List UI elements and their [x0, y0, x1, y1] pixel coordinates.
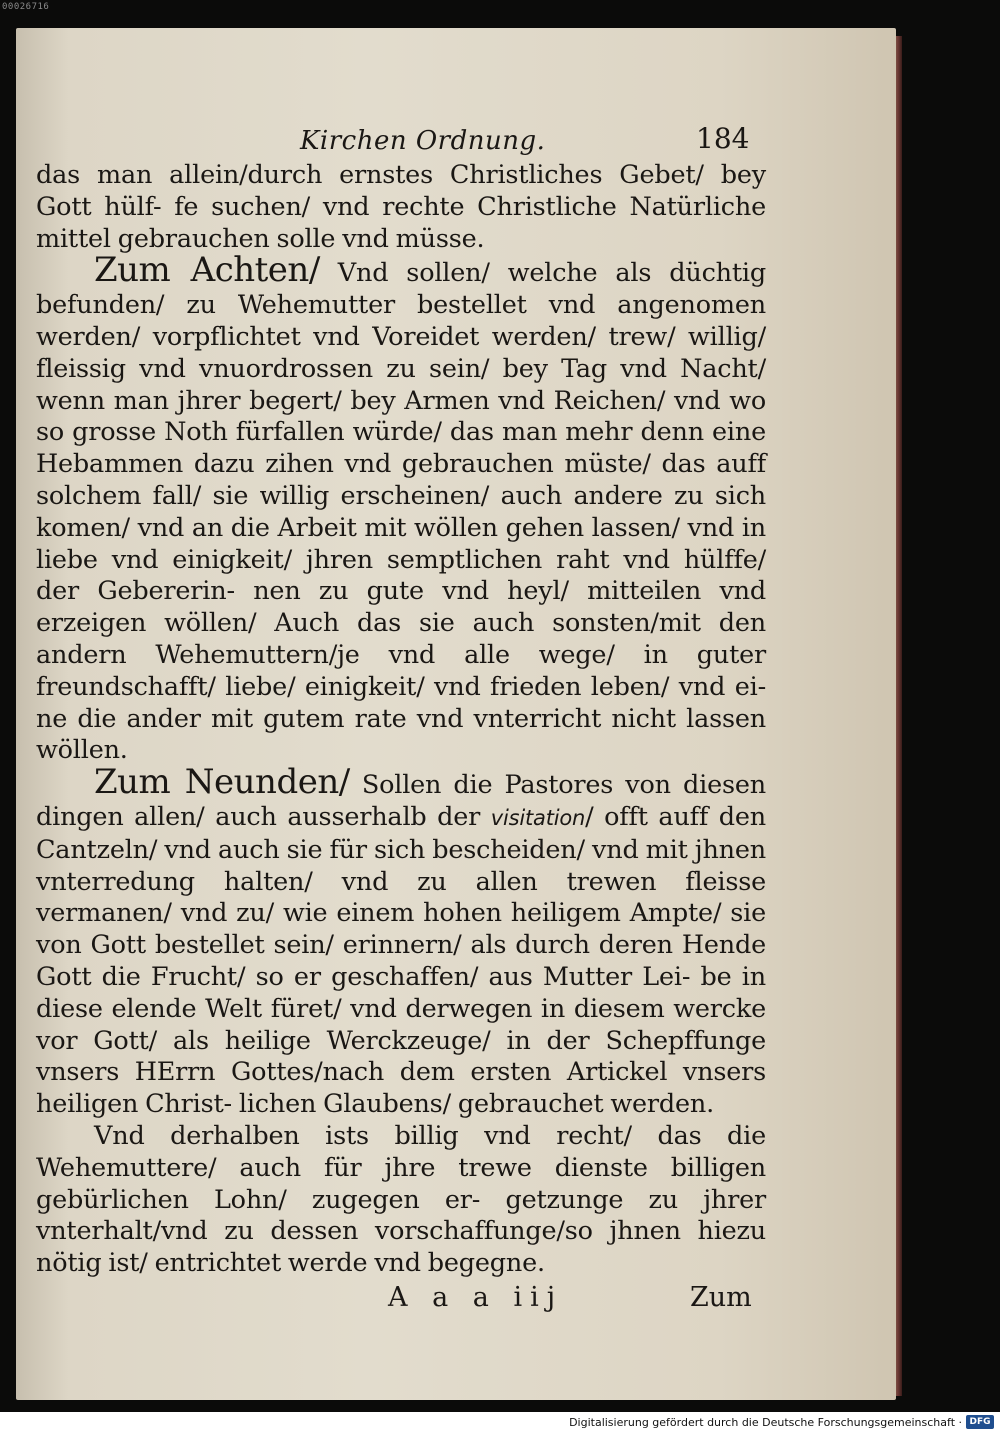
running-title: Kirchen Ordnung.	[300, 126, 546, 156]
section-lead: Zum Achten/	[94, 250, 320, 291]
book-page	[16, 28, 896, 1400]
scan-id: 00026716	[2, 2, 50, 12]
text-block	[36, 120, 766, 1320]
latin-term: visitation	[490, 805, 586, 830]
paragraph-text: Vnd derhalben ists billig vnd recht/ das die Wehemuttere/ auch für jhre trewe dienste billigen gebürlichen Lohn/ zugegen er- getzunge zu jhrer vnterhalt/vnd zu dessen vorschaffunge/so jhnen hiezu nötig ist/ entrichtet werde vnd begegne.	[36, 1120, 766, 1279]
running-head	[36, 120, 766, 160]
paragraph-text: Vnd sollen/ welche als düchtig befunden/ zu Wehemutter bestellet vnd angenomen werden/ vorpflichtet vnd Voreidet werden/ trew/ willig/ fleissig vnd vnuordrossen zu sein/ bey Tag vnd Nacht/ wenn man jhrer begert/ bey Armen vnd Reichen/ vnd wo so grosse Noth fürfallen würde/ das man mehr denn eine Hebammen dazu zihen vnd gebrauchen müste/ das auff solchem fall/ sie willig erscheinen/ auch andere zu sich komen/ vnd an die Arbeit mit wöllen gehen lassen/ vnd in liebe vnd einigkeit/ jhren semptlichen raht vnd hülffe/ der Gebererin- nen zu gute vnd heyl/ mitteilen vnd erzeigen wöllen/ Auch das sie auch sonsten/mit den andern Wehemuttern/je vnd alle wege/ in guter freundschafft/ liebe/ einigkeit/ vnd frieden leben/ vnd ei- ne die ander mit gutem rate vnd vnterricht nicht lassen wöllen.	[36, 258, 766, 766]
paragraph-opening	[36, 160, 766, 255]
signature-line	[36, 1280, 766, 1320]
paragraph-text: Sollen die Pastores von diesen dingen allen/ auch ausserhalb der	[36, 770, 766, 832]
section-lead: Zum Neunden/	[94, 762, 350, 803]
dfg-logo-icon: DFG	[966, 1415, 994, 1429]
paragraph-text: das man allein/durch ernstes Christliches Gebet/ bey Gott hülf- fe suchen/ vnd rechte Christliche Natürliche mittel gebrauchen solle vnd müsse.	[36, 160, 766, 254]
catchword: Zum	[690, 1281, 752, 1313]
paragraph-zum-achten	[36, 250, 766, 767]
paragraph-text: / offt auff den Cantzeln/ vnd auch sie für sich bescheiden/ vnd mit jhnen vnterredung halten/ vnd zu allen trewen fleisse vermanen/ vnd zu/ wie einem hohen heiligem Ampte/ sie von Gott bestellet sein/ erinnern/ als durch deren Hende Gott die Frucht/ so er geschaffen/ aus Mutter Lei- be in diese elende Welt füret/ vnd derwegen in diesem wercke vor Gott/ als heilige Werckzeuge/ in der Schepffunge vnsers HErrn Gottes/nach dem ersten Artickel vnsers heiligen Christ- lichen Glaubens/ gebrauchet werden.	[36, 801, 766, 1120]
signature-mark: A a a iij	[388, 1281, 564, 1313]
folio-number: 184	[696, 122, 750, 155]
credit-text: Digitalisierung gefördert durch die Deutsche Forschungsgemeinschaft ·	[569, 1416, 962, 1429]
paragraph-zum-neunden	[36, 762, 766, 1121]
credit-bar	[0, 1412, 1000, 1434]
paragraph-closing	[36, 1121, 766, 1280]
